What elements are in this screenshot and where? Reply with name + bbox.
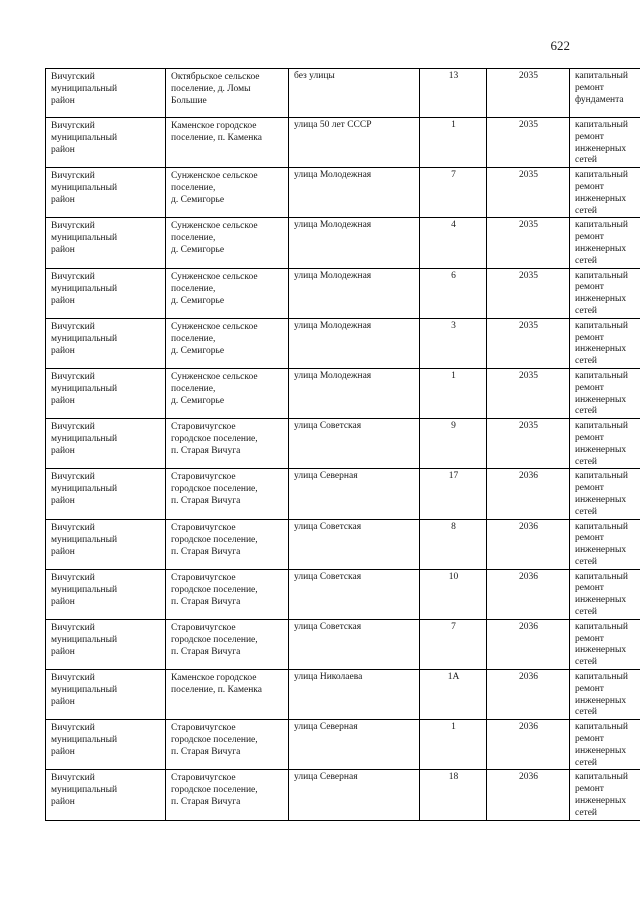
settlement-text: Каменское городское поселение, п. Каменка (171, 121, 262, 143)
year-cell: 2035 (487, 368, 570, 418)
district-cell (46, 670, 166, 720)
district-cell (46, 368, 166, 418)
street-cell: улица Северная (289, 469, 420, 519)
settlement-text: Старовичугское городское поселение, п. Старая Вичуга (171, 422, 258, 457)
year-cell: 2035 (487, 318, 570, 368)
house-number-cell: 17 (420, 469, 487, 519)
work-type-cell (570, 519, 640, 569)
district-cell (46, 218, 166, 268)
district-cell (46, 69, 166, 118)
work-type-text: капитальный ремонт инженерных сетей (575, 120, 628, 166)
table-body (46, 69, 640, 821)
work-type-text: капитальный ремонт инженерных сетей (575, 471, 628, 517)
settlement-cell (166, 670, 289, 720)
work-type-text: капитальный ремонт инженерных сетей (575, 320, 628, 367)
street-cell: улица Советская (289, 569, 420, 619)
settlement-cell (166, 268, 289, 318)
house-number-cell: 1 (420, 720, 487, 770)
work-type-cell (570, 118, 640, 168)
house-number-cell: 7 (420, 619, 487, 669)
settlement-cell (166, 368, 289, 418)
house-number-cell: 10 (420, 569, 487, 619)
settlement-cell (166, 168, 289, 218)
district-cell (46, 469, 166, 519)
table-row (46, 69, 640, 118)
settlement-cell (166, 619, 289, 669)
district-text: Вичугский муниципальный район (51, 121, 118, 155)
house-number-cell: 7 (420, 168, 487, 218)
work-type-cell (570, 168, 640, 218)
table-row (46, 419, 640, 469)
district-text: Вичугский муниципальный район (51, 171, 118, 206)
street-cell: улица Советская (289, 419, 420, 469)
year-cell: 2035 (487, 118, 570, 168)
work-type-cell (570, 619, 640, 669)
house-number-cell: 13 (420, 69, 487, 118)
year-cell: 2036 (487, 469, 570, 519)
district-text: Вичугский муниципальный район (51, 321, 118, 356)
table-row (46, 770, 640, 820)
district-cell (46, 168, 166, 218)
year-cell: 2035 (487, 69, 570, 118)
street-cell: улица Николаева (289, 670, 420, 720)
year-cell: 2036 (487, 619, 570, 669)
settlement-text: Старовичугское городское поселение, п. Старая Вичуга (171, 472, 258, 507)
house-number-cell: 18 (420, 770, 487, 820)
page-number: 622 (550, 38, 570, 53)
district-cell (46, 619, 166, 669)
work-type-text: капитальный ремонт инженерных сетей (575, 571, 628, 618)
district-cell (46, 118, 166, 168)
work-type-cell (570, 69, 640, 118)
settlement-text: Сунженское сельское поселение, д. Семигорье (171, 371, 258, 406)
district-cell (46, 419, 166, 469)
district-cell (46, 720, 166, 770)
table-row (46, 619, 640, 669)
house-number-cell: 8 (420, 519, 487, 569)
street-cell: улица Молодежная (289, 168, 420, 218)
district-text: Вичугский муниципальный район (51, 221, 118, 256)
work-type-text: капитальный ремонт инженерных сетей (575, 521, 628, 567)
district-cell (46, 318, 166, 368)
district-text: Вичугский муниципальный район (51, 271, 118, 306)
table-row (46, 469, 640, 519)
work-type-text: капитальный ремонт инженерных сетей (575, 672, 628, 718)
settlement-cell (166, 469, 289, 519)
house-number-cell: 3 (420, 318, 487, 368)
settlement-text: Сунженское сельское поселение, д. Семигорье (171, 271, 258, 306)
district-cell (46, 519, 166, 569)
work-type-text: капитальный ремонт инженерных сетей (575, 220, 628, 266)
district-text: Вичугский муниципальный район (51, 371, 118, 406)
table-row (46, 519, 640, 569)
settlement-cell (166, 69, 289, 118)
street-cell: улица Советская (289, 619, 420, 669)
district-text: Вичугский муниципальный район (51, 522, 118, 557)
year-cell: 2035 (487, 419, 570, 469)
street-cell: улица Молодежная (289, 218, 420, 268)
work-type-text: капитальный ремонт инженерных сетей (575, 170, 628, 216)
settlement-text: Старовичугское городское поселение, п. Старая Вичуга (171, 622, 258, 657)
street-cell: улица 50 лет СССР (289, 118, 420, 168)
district-text: Вичугский муниципальный район (51, 572, 118, 607)
work-type-text: капитальный ремонт фундамента (575, 71, 628, 105)
housing-repair-table (45, 68, 640, 821)
work-type-cell (570, 720, 640, 770)
house-number-cell: 9 (420, 419, 487, 469)
table-row (46, 670, 640, 720)
house-number-cell: 1 (420, 368, 487, 418)
settlement-cell (166, 720, 289, 770)
settlement-text: Каменское городское поселение, п. Каменка (171, 673, 262, 696)
work-type-cell (570, 368, 640, 418)
table-row (46, 218, 640, 268)
work-type-cell (570, 670, 640, 720)
district-text: Вичугский муниципальный район (51, 72, 118, 106)
table-row (46, 569, 640, 619)
district-text: Вичугский муниципальный район (51, 773, 118, 808)
settlement-cell (166, 318, 289, 368)
street-cell: без улицы (289, 69, 420, 118)
table-row (46, 368, 640, 418)
street-cell: улица Северная (289, 720, 420, 770)
settlement-text: Сунженское сельское поселение, д. Семигорье (171, 321, 258, 356)
year-cell: 2036 (487, 720, 570, 770)
work-type-text: капитальный ремонт инженерных сетей (575, 772, 628, 818)
work-type-cell (570, 218, 640, 268)
settlement-text: Старовичугское городское поселение, п. Старая Вичуга (171, 723, 258, 758)
year-cell: 2035 (487, 218, 570, 268)
year-cell: 2036 (487, 770, 570, 820)
street-cell: улица Северная (289, 770, 420, 820)
settlement-text: Старовичугское городское поселение, п. Старая Вичуга (171, 572, 258, 607)
work-type-cell (570, 419, 640, 469)
work-type-cell (570, 569, 640, 619)
year-cell: 2036 (487, 670, 570, 720)
district-text: Вичугский муниципальный район (51, 472, 118, 507)
district-text: Вичугский муниципальный район (51, 673, 118, 708)
table-row (46, 720, 640, 770)
year-cell: 2036 (487, 519, 570, 569)
year-cell: 2036 (487, 569, 570, 619)
district-cell (46, 770, 166, 820)
settlement-text: Старовичугское городское поселение, п. Старая Вичуга (171, 773, 258, 808)
street-cell: улица Молодежная (289, 268, 420, 318)
work-type-text: капитальный ремонт инженерных сетей (575, 421, 628, 467)
settlement-cell (166, 569, 289, 619)
work-type-cell (570, 469, 640, 519)
district-cell (46, 569, 166, 619)
table-row (46, 268, 640, 318)
district-cell (46, 268, 166, 318)
table-row (46, 118, 640, 168)
settlement-text: Старовичугское городское поселение, п. Старая Вичуга (171, 522, 258, 557)
district-text: Вичугский муниципальный район (51, 422, 118, 457)
settlement-cell (166, 218, 289, 268)
district-text: Вичугский муниципальный район (51, 622, 118, 657)
work-type-text: капитальный ремонт инженерных сетей (575, 722, 628, 768)
street-cell: улица Молодежная (289, 318, 420, 368)
settlement-cell (166, 419, 289, 469)
house-number-cell: 6 (420, 268, 487, 318)
settlement-text: Сунженское сельское поселение, д. Семигорье (171, 221, 258, 256)
work-type-text: капитальный ремонт инженерных сетей (575, 270, 628, 316)
house-number-cell: 1 (420, 118, 487, 168)
settlement-text: Октябрьское сельское поселение, д. Ломы Большие (171, 72, 260, 106)
street-cell: улица Советская (289, 519, 420, 569)
year-cell: 2035 (487, 168, 570, 218)
work-type-cell (570, 770, 640, 820)
table-row (46, 318, 640, 368)
settlement-cell (166, 118, 289, 168)
settlement-cell (166, 519, 289, 569)
work-type-cell (570, 268, 640, 318)
house-number-cell: 1А (420, 670, 487, 720)
settlement-text: Сунженское сельское поселение, д. Семигорье (171, 171, 258, 206)
year-cell: 2035 (487, 268, 570, 318)
table-row (46, 168, 640, 218)
street-cell: улица Молодежная (289, 368, 420, 418)
work-type-cell (570, 318, 640, 368)
district-text: Вичугский муниципальный район (51, 723, 118, 758)
house-number-cell: 4 (420, 218, 487, 268)
settlement-cell (166, 770, 289, 820)
work-type-text: капитальный ремонт инженерных сетей (575, 370, 628, 417)
work-type-text: капитальный ремонт инженерных сетей (575, 621, 628, 668)
